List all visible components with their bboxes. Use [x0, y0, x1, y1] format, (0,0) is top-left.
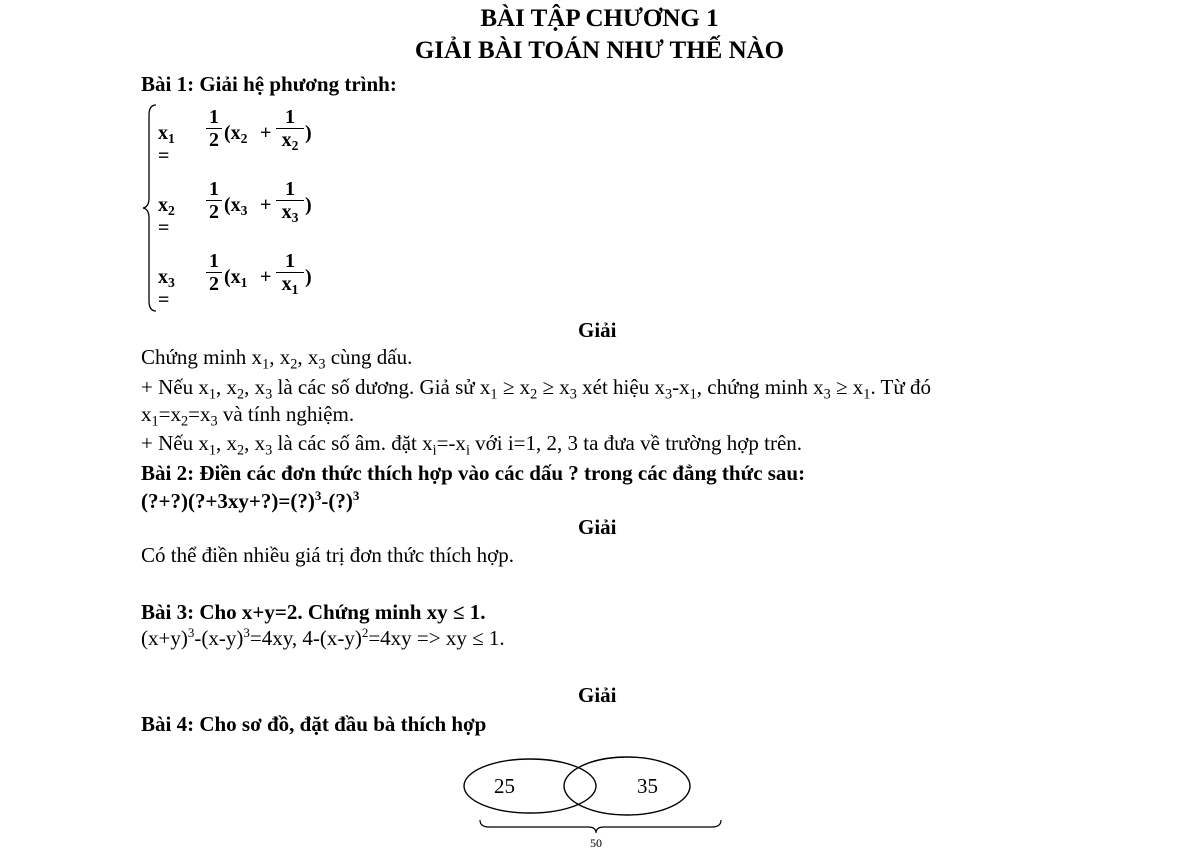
under-brace [480, 820, 721, 833]
bai2-heading: Bài 2: Điền các đơn thức thích hợp vào các dấu ? trong các đẳng thức sau: [141, 461, 806, 485]
system-brace-icon [140, 103, 160, 313]
bai1-solution-line3: $x_1=x_2=x_3$ và tính nghiệm. [141, 402, 355, 430]
bai2-expression: (?+?)(?+3xy+?)=(?)$^3$-(?)$^3$ [141, 488, 360, 513]
bai3-giai-label: Giải [578, 683, 617, 707]
total-value: 50 [590, 836, 602, 850]
left-ellipse [464, 759, 596, 813]
right-ellipse [564, 757, 690, 815]
page-subtitle: GIẢI BÀI TOÁN NHƯ THẾ NÀO [414, 37, 785, 64]
bai2-solution: Có thể điền nhiều giá trị đơn thức thích hợp. [141, 543, 515, 567]
bai3-heading: Bài 3: Cho x+y=2. Chứng minh xy ≤ 1. [141, 600, 486, 624]
page-title: BÀI TẬP CHƯƠNG 1 [480, 5, 719, 32]
bai1-giai-label: Giải [578, 318, 617, 342]
bai1-solution-line2: + Nếu $x_1$, $x_2$, $x_3$ là các số dương. Giả sử $x_1 \ge x_2 \ge x_3$ xét hiệu $x_3-x_1$, chứng minh $x_3 \ge x_1$. Từ đó [141, 375, 932, 403]
bai1-solution-line4: + Nếu $x_1$, $x_2$, $x_3$ là các số âm. đặt $x_i=-x_i$ với i=1, 2, 3 ta đưa về trường hợp trên. [141, 431, 803, 459]
bai4-heading: Bài 4: Cho sơ đồ, đặt đầu bà thích hợp [141, 712, 487, 736]
bai1-heading: Bài 1: Giải hệ phương trình: [141, 72, 397, 96]
left-value: 25 [494, 774, 515, 798]
bai3-solution: $(x+y)^3-(x-y)^3=4xy$, $4-(x-y)^2=4xy$ => xy ≤ 1. [141, 625, 505, 650]
bai1-solution-line1: Chứng minh $x_1$, $x_2$, $x_3$ cùng dấu. [141, 345, 413, 373]
bai2-giai-label: Giải [578, 515, 617, 539]
right-value: 35 [637, 774, 658, 798]
